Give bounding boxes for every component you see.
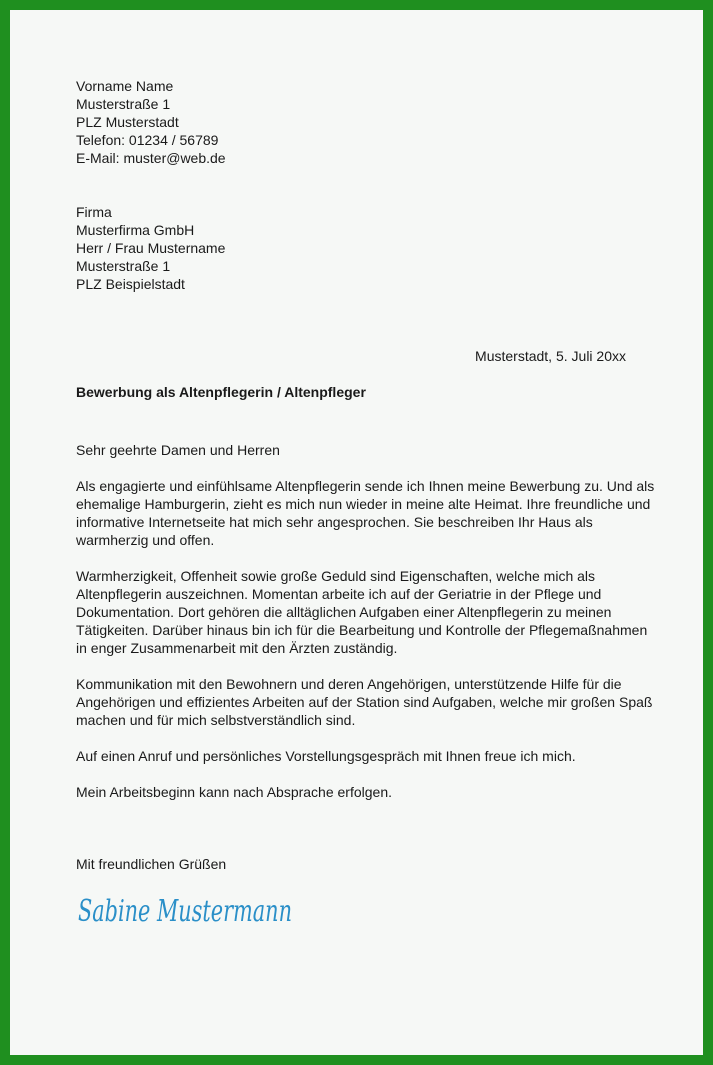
sender-name: Vorname Name [76, 78, 174, 94]
letter-subject: Bewerbung als Altenpflegerin / Altenpfleger [76, 384, 366, 400]
letter-date: Musterstadt, 5. Juli 20xx [475, 348, 626, 364]
recipient-street: Musterstraße 1 [76, 258, 171, 274]
letter [76, 77, 656, 935]
body-paragraph: Auf einen Anruf und persönliches Vorstellungsgespräch mit Ihnen freue ich mich. [76, 748, 576, 764]
signature-text: Sabine Mustermann [78, 894, 292, 929]
handwritten-signature [76, 885, 306, 935]
body-paragraph: Warmherzigkeit, Offenheit sowie große Geduld sind Eigenschaften, welche mich als Altenpflegerin auszeichnen. Momentan arbeite ich auf der Geriatrie in der Pflege und Dokumentation. Dort gehören die alltäglichen Aufgaben einer Altenpflegerin zu meinen Tätigkeiten. Darüber hinaus bin ich für die Bearbeitung und Kontrolle der Pflegemaßnahmen in enger Zusammenarbeit mit den Ärzten zuständig. [76, 568, 648, 656]
letter-salutation: Sehr geehrte Damen und Herren [76, 442, 280, 458]
sender-email: E-Mail: muster@web.de [76, 150, 226, 166]
sender-city: PLZ Musterstadt [76, 114, 179, 130]
body-paragraph: Mein Arbeitsbeginn kann nach Absprache erfolgen. [76, 784, 392, 800]
body-paragraph: Als engagierte und einfühlsame Altenpflegerin sende ich Ihnen meine Bewerbung zu. Und als ehemalige Hamburgerin, zieht es mich nun wieder in meine alte Heimat. Ihre freundliche und informative Internetseite hat mich sehr angesprochen. Sie beschreiben Ihr Haus als warmherzig und offen. [76, 478, 655, 548]
recipient-label: Firma [76, 204, 112, 220]
letter-closing: Mit freundlichen Grüßen [76, 856, 227, 872]
sender-street: Musterstraße 1 [76, 96, 171, 112]
recipient-contact: Herr / Frau Mustername [76, 240, 226, 256]
body-paragraph: Kommunikation mit den Bewohnern und deren Angehörigen, unterstützende Hilfe für die Angehörigen und effizientes Arbeiten auf der Station sind Aufgaben, welche mir großen Spaß machen und für mich selbstverständlich sind. [76, 676, 653, 728]
recipient-city: PLZ Beispielstadt [76, 276, 185, 292]
sender-address [76, 77, 656, 167]
recipient-company: Musterfirma GmbH [76, 222, 195, 238]
sender-phone: Telefon: 01234 / 56789 [76, 132, 219, 148]
recipient-address [76, 203, 656, 293]
